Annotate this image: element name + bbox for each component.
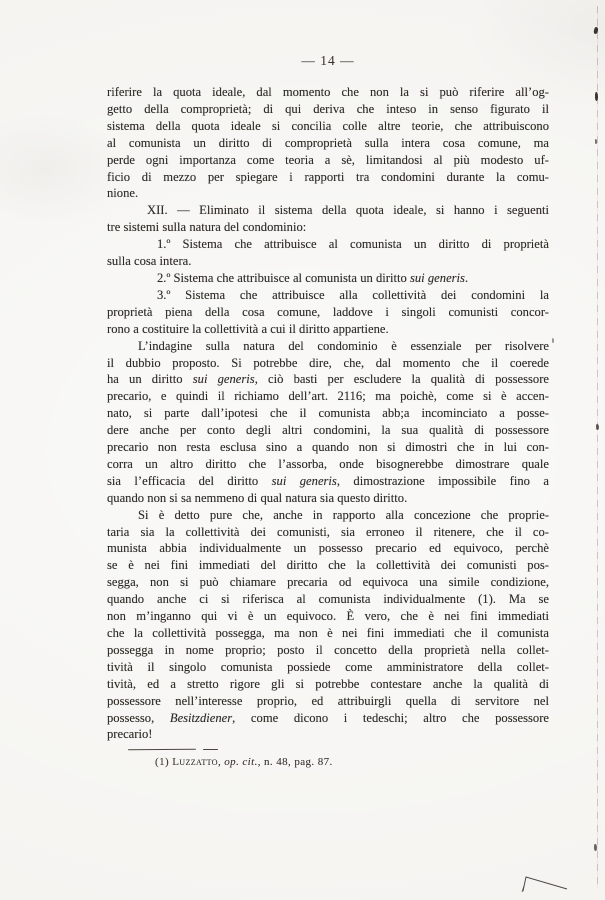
pen-mark: [505, 865, 580, 897]
text-line: riferire la quota ideale, dal momento che non la si può riferire all’og-: [107, 85, 549, 99]
text-line: dere anche per conto degli altri condomini, la sua qualità di possessore: [107, 423, 549, 438]
text-line: ficio di mezzo per spiegare i rapporti tra condomini durante la comu-: [107, 169, 549, 184]
text-line: nione.: [107, 186, 139, 201]
text-line: munista abbia individualmente un possesso precario ed equivoco, perchè: [107, 541, 549, 556]
text-line: 2.º Sistema che attribuisce al comunista un diritto sui generis.: [157, 270, 469, 285]
text-line: non m’inganno qui vi è un equivoco. È vero, che è nei fini immediati: [107, 609, 549, 624]
text-line: tre sistemi sulla natura del condominio:: [107, 220, 307, 235]
footnote-divider: [128, 749, 196, 751]
text-line: precario, e quindi il richiamo dell’art. 2116; ma poichè, come si è accen-: [107, 389, 549, 404]
text-line: possessore nell’interesse proprio, ed attribuirgli quella di servitore nel: [107, 693, 549, 708]
text-line: sulla cosa intera.: [107, 254, 192, 269]
text-line: rono a costituire la collettività a cui il diritto appartiene.: [107, 321, 389, 336]
footnote-divider-short: [203, 749, 218, 750]
text-line: ha un diritto sui generis, ciò basti per escludere la qualità di possessore: [107, 372, 549, 387]
text-line: 1.º Sistema che attribuisce al comunista un diritto di proprietà: [157, 237, 549, 252]
text-block: [107, 84, 549, 743]
text-line: perde ogni importanza come teoria a sè, limitandosi al più modesto uf-: [107, 152, 549, 167]
text-line: che la collettività possegga, ma non è nei fini immediati che il comunista: [107, 626, 549, 640]
text-line: Si è detto pure che, anche in rapporto alla concezione che proprie-: [138, 507, 549, 522]
text-line: XII. — Eliminato il sistema della quota ideale, si hanno i seguenti: [147, 203, 549, 218]
text-line: L’indagine sulla natura del condominio è essenziale per risolvere: [138, 338, 549, 353]
text-line: al comunista un diritto di comproprietà sulla intera cosa comune, ma: [107, 135, 549, 150]
ink-speck: [596, 424, 599, 430]
text-line: sia l’efficacia del diritto sui generis, dimostrazione impossibile fino a: [107, 473, 549, 488]
text-line: getto della comproprietà; di qui deriva che inteso in senso figurato il: [107, 101, 549, 116]
text-line: possesso, Besitzdiener, come dicono i tedeschi; altro che possessore: [107, 710, 549, 725]
text-line: nato, si parte dall’ipotesi che il comunista abb;a incominciato a posse-: [107, 406, 549, 421]
page-number: — 14 —: [301, 53, 355, 68]
text-line: quando non si sa nemmeno di qual natura sia questo diritto.: [107, 490, 408, 505]
ink-speck: [595, 92, 598, 101]
ink-speck: [594, 844, 597, 851]
text-line: tività il singolo comunista possiede come amministratore della collet-: [107, 659, 549, 674]
text-line: possegga in nome proprio; posto il concetto della proprietà nella collet-: [107, 642, 549, 657]
text-line: quando anche ci si riferisca al comunista individualmente (1). Ma se: [107, 592, 549, 607]
footnote: (1) Luzzatto, op. cit., n. 48, pag. 87.: [155, 756, 333, 768]
text-line: segga, non si può chiamare precaria od equivoca una simile condizione,: [107, 575, 549, 590]
text-line: tività, ed a stretto rigore gli si potrebbe contestare anche la qualità di: [107, 676, 549, 691]
text-line: precario!: [107, 727, 153, 742]
ink-speck: [552, 338, 554, 343]
text-line: taria sia la collettività dei comunisti, sia erroneo il ritenere, che il co-: [107, 524, 549, 539]
text-line: sistema della quota ideale si concilia colle altre teorie, che attribuiscono: [107, 118, 549, 133]
text-line: 3.º Sistema che attribuisce alla collettività dei condomini la: [157, 287, 549, 302]
text-line: corra un altro diritto che l’assorba, onde bisognerebbe dimostrare quale: [107, 456, 549, 471]
text-line: se è nei fini immediati del diritto che la collettività dei comunisti pos-: [107, 558, 549, 573]
text-line: precario non resta esclusa sino a quando non si dimostri che in lui con-: [107, 440, 549, 455]
text-line: proprietà piena della cosa comune, laddove i singoli comunisti concor-: [107, 304, 549, 319]
text-line: il dubbio proposto. Si potrebbe dire, che, dal momento che il coerede: [107, 355, 549, 370]
scan-edge-line: [597, 6, 598, 888]
ink-speck: [595, 139, 597, 144]
